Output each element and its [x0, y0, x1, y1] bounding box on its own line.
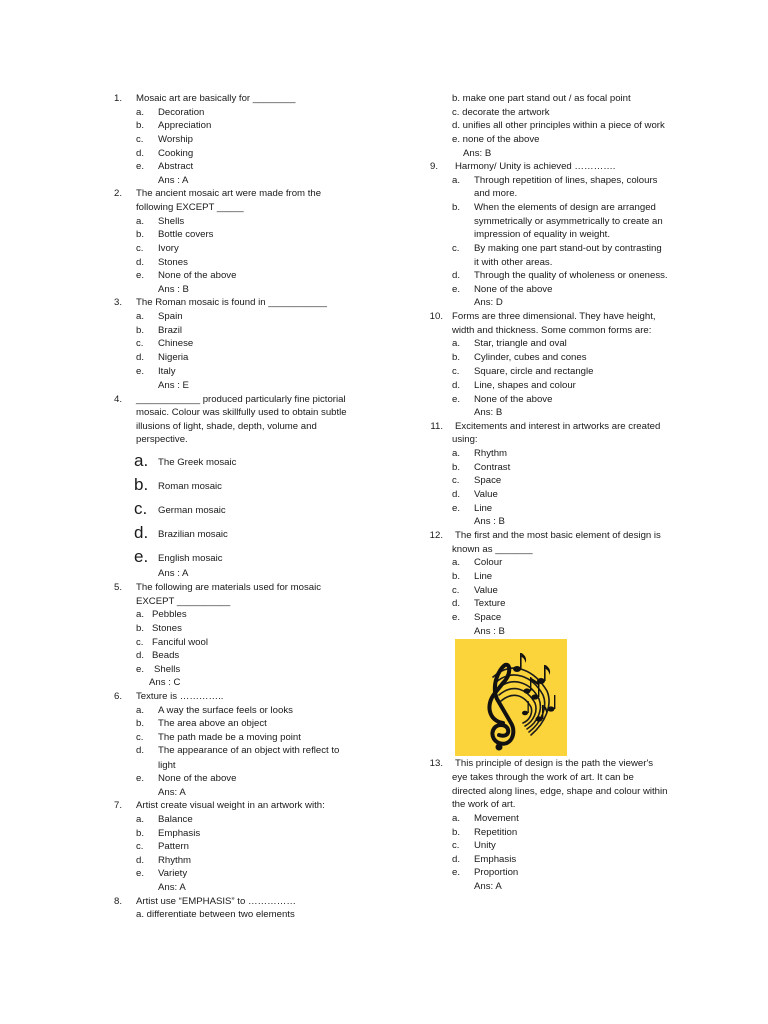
option-letter: b. [136, 828, 145, 839]
option-letter: a. [452, 557, 461, 568]
option-text: Appreciation [158, 120, 212, 131]
option-text: Space [474, 612, 502, 623]
option-letter: c. [136, 841, 144, 852]
option-letter: b. [134, 475, 149, 494]
question-text: the work of art. [452, 799, 516, 810]
option-text: impression of equality in weight. [474, 229, 610, 240]
option-text: Stones [152, 623, 182, 634]
option-text: The Greek mosaic [158, 457, 237, 468]
option-letter: a. [136, 216, 145, 227]
option-letter: d. [136, 148, 145, 159]
option-letter: c. [134, 499, 148, 518]
option-text: Brazilian mosaic [158, 529, 228, 540]
question-text: The ancient mosaic art were made from the [136, 188, 322, 199]
question-number: 12. [429, 530, 443, 541]
option-text: Fanciful wool [152, 637, 208, 648]
option-text: Shells [154, 664, 181, 675]
option-text: Brazil [158, 325, 182, 336]
option-letter: a. [136, 609, 145, 620]
option-letter: c. [136, 732, 144, 743]
answer: Ans: D [474, 297, 503, 308]
question-text: perspective. [136, 434, 188, 445]
option-text: Chinese [158, 338, 194, 349]
option-letter: a. [136, 107, 145, 118]
question-text: Mosaic art are basically for ________ [136, 93, 296, 104]
option-text: it with other areas. [474, 257, 553, 268]
option-text: None of the above [158, 773, 237, 784]
option-text: Variety [158, 868, 188, 879]
option-text: Emphasis [158, 828, 201, 839]
option-letter: b. [136, 120, 145, 131]
option-text: None of the above [158, 270, 237, 281]
question-text: EXCEPT __________ [136, 596, 231, 607]
question-text: The first and the most basic element of design is [455, 530, 661, 541]
question-number: 10. [429, 311, 443, 322]
option-text: Beads [152, 650, 180, 661]
option-letter: b. [136, 325, 145, 336]
option-letter: c. [136, 134, 144, 145]
option-text: Shells [158, 216, 185, 227]
question-text: using: [452, 434, 478, 445]
question-number: 13. [429, 758, 443, 769]
option-letter: d. [452, 598, 461, 609]
option-letter: c. [136, 243, 144, 254]
option-text: Colour [474, 557, 503, 568]
answer: Ans : E [158, 380, 189, 391]
option-letter: b. [136, 718, 145, 729]
option-letter: c. [452, 585, 460, 596]
option-text: Rhythm [474, 448, 508, 459]
option-letter: e. [136, 270, 145, 281]
option-letter: a. [452, 175, 461, 186]
option-letter: b. [452, 352, 461, 363]
question-text: ____________ produced particularly fine pictorial [136, 394, 346, 405]
option-text: Rhythm [158, 855, 192, 866]
option-letter: d. [136, 650, 145, 661]
question-number: 7. [113, 800, 122, 811]
option-text: Worship [158, 134, 194, 145]
option-letter: d. [136, 352, 145, 363]
option-text: Nigeria [158, 352, 189, 363]
option-letter: d. [452, 380, 461, 391]
option-letter: a. [452, 813, 461, 824]
option-letter: b. [452, 827, 461, 838]
option-letter: b. [452, 202, 461, 213]
option-text: Bottle covers [158, 229, 214, 240]
option-letter: c. [136, 338, 144, 349]
answer: Ans : C [149, 677, 181, 688]
question-text: Forms are three dimensional. They have height, [452, 311, 656, 322]
option-letter: c. [452, 243, 460, 254]
question-number: 4. [113, 394, 122, 405]
option-text: Line [474, 503, 493, 514]
option-letter: a. [136, 311, 145, 322]
option-text: Unity [474, 840, 496, 851]
option-text: Stones [158, 257, 188, 268]
option-text: Space [474, 475, 502, 486]
question-text: known as _______ [452, 544, 533, 555]
answer: Ans : B [474, 516, 505, 527]
option-letter: a. [452, 448, 461, 459]
option-letter: d. [136, 855, 145, 866]
music-notes-icon [455, 639, 567, 756]
option-letter: c. [452, 475, 460, 486]
option-letter: d. [452, 270, 461, 281]
option-text: Spain [158, 311, 183, 322]
option-text: Roman mosaic [158, 481, 222, 492]
option-letter: e. [136, 161, 145, 172]
answer: Ans : A [158, 568, 189, 579]
option-text: b. make one part stand out / as focal point [452, 93, 631, 104]
option-text: c. decorate the artwork [452, 107, 550, 118]
option-text: Star, triangle and oval [474, 338, 567, 349]
answer: Ans : A [158, 175, 189, 186]
option-text: Square, circle and rectangle [474, 366, 594, 377]
option-letter: c. [452, 840, 460, 851]
option-letter: d. [452, 854, 461, 865]
option-letter: a. [452, 338, 461, 349]
question-text: Harmony/ Unity is achieved …………. [455, 161, 616, 172]
question-number: 5. [113, 582, 122, 593]
question-text: The following are materials used for mosaic [136, 582, 322, 593]
option-letter: e. [452, 284, 461, 295]
answer: Ans: B [463, 148, 492, 159]
option-letter: d. [134, 523, 149, 542]
option-text: The path made be a moving point [158, 732, 301, 743]
option-text: English mosaic [158, 553, 223, 564]
option-letter: d. [452, 489, 461, 500]
option-text: d. unifies all other principles within a piece of work [452, 120, 665, 131]
question-number: 8. [113, 896, 122, 907]
option-text: None of the above [474, 394, 553, 405]
option-text: Balance [158, 814, 193, 825]
option-letter: e. [452, 394, 461, 405]
option-text: The area above an object [158, 718, 267, 729]
option-text: Emphasis [474, 854, 517, 865]
option-letter: d. [136, 257, 145, 268]
question-text: Artist use “EMPHASIS” to …………… [136, 896, 296, 907]
option-text: Movement [474, 813, 519, 824]
option-letter: a. [136, 705, 145, 716]
option-letter: b. [452, 571, 461, 582]
option-letter: e. [452, 503, 461, 514]
answer: Ans: A [158, 882, 186, 893]
option-text: light [158, 760, 176, 771]
option-letter: a. [134, 451, 149, 470]
option-text: Through the quality of wholeness or oneness. [474, 270, 668, 281]
option-text: a. differentiate between two elements [136, 909, 295, 920]
question-text: Texture is ………….. [136, 691, 224, 702]
option-text: symmetrically or asymmetrically to create an [474, 216, 663, 227]
question-text: The Roman mosaic is found in ___________ [136, 297, 327, 308]
option-text: Pebbles [152, 609, 187, 620]
option-letter: c. [452, 366, 460, 377]
option-letter: b. [452, 462, 461, 473]
question-number: 11. [430, 421, 443, 432]
option-text: Texture [474, 598, 506, 609]
option-letter: d. [136, 745, 145, 756]
option-text: Cylinder, cubes and cones [474, 352, 587, 363]
question-text: This principle of design is the path the viewer's [455, 758, 654, 769]
answer: Ans : B [474, 626, 505, 637]
option-text: e. none of the above [452, 134, 540, 145]
music-notes-image [455, 639, 567, 756]
option-letter: c. [136, 637, 144, 648]
question-text: directed along lines, edge, shape and colour within [452, 786, 668, 797]
option-text: When the elements of design are arranged [474, 202, 656, 213]
option-letter: e. [452, 867, 461, 878]
answer: Ans: B [474, 407, 503, 418]
answer: Ans : B [158, 284, 189, 295]
option-text: Contrast [474, 462, 511, 473]
option-text: A way the surface feels or looks [158, 705, 293, 716]
question-text: mosaic. Colour was skillfully used to obtain subtle [136, 407, 347, 418]
option-letter: e. [136, 868, 145, 879]
question-number: 6. [113, 691, 122, 702]
question-number: 9. [429, 161, 438, 172]
option-text: By making one part stand-out by contrasting [474, 243, 662, 254]
question-text: Excitements and interest in artworks are created [455, 421, 661, 432]
option-text: and more. [474, 188, 518, 199]
question-number: 3. [113, 297, 122, 308]
option-text: Through repetition of lines, shapes, colours [474, 175, 658, 186]
option-text: Value [474, 585, 498, 596]
question-text: illusions of light, shade, depth, volume and [136, 421, 317, 432]
option-text: German mosaic [158, 505, 226, 516]
question-text: Artist create visual weight in an artwork with: [136, 800, 325, 811]
option-text: Ivory [158, 243, 179, 254]
option-letter: e. [134, 547, 149, 566]
option-text: Line, shapes and colour [474, 380, 576, 391]
option-letter: e. [136, 773, 145, 784]
question-text: width and thickness. Some common forms are: [452, 325, 652, 336]
option-letter: e. [136, 664, 145, 675]
question-number: 2. [113, 188, 122, 199]
option-text: Line [474, 571, 493, 582]
answer: Ans: A [158, 787, 186, 798]
option-text: Repetition [474, 827, 518, 838]
option-text: The appearance of an object with reflect to [158, 745, 340, 756]
option-text: Decoration [158, 107, 205, 118]
option-letter: a. [136, 814, 145, 825]
option-letter: b. [136, 623, 145, 634]
option-text: Proportion [474, 867, 519, 878]
option-text: Value [474, 489, 498, 500]
option-letter: b. [136, 229, 145, 240]
option-text: None of the above [474, 284, 553, 295]
question-text: following EXCEPT _____ [136, 202, 244, 213]
question-text: eye takes through the work of art. It can be [452, 772, 634, 783]
option-letter: e. [136, 366, 145, 377]
option-text: Cooking [158, 148, 194, 159]
question-number: 1. [113, 93, 122, 104]
answer: Ans: A [474, 881, 502, 892]
option-text: Pattern [158, 841, 189, 852]
option-text: Abstract [158, 161, 194, 172]
option-text: Italy [158, 366, 176, 377]
option-letter: e. [452, 612, 461, 623]
